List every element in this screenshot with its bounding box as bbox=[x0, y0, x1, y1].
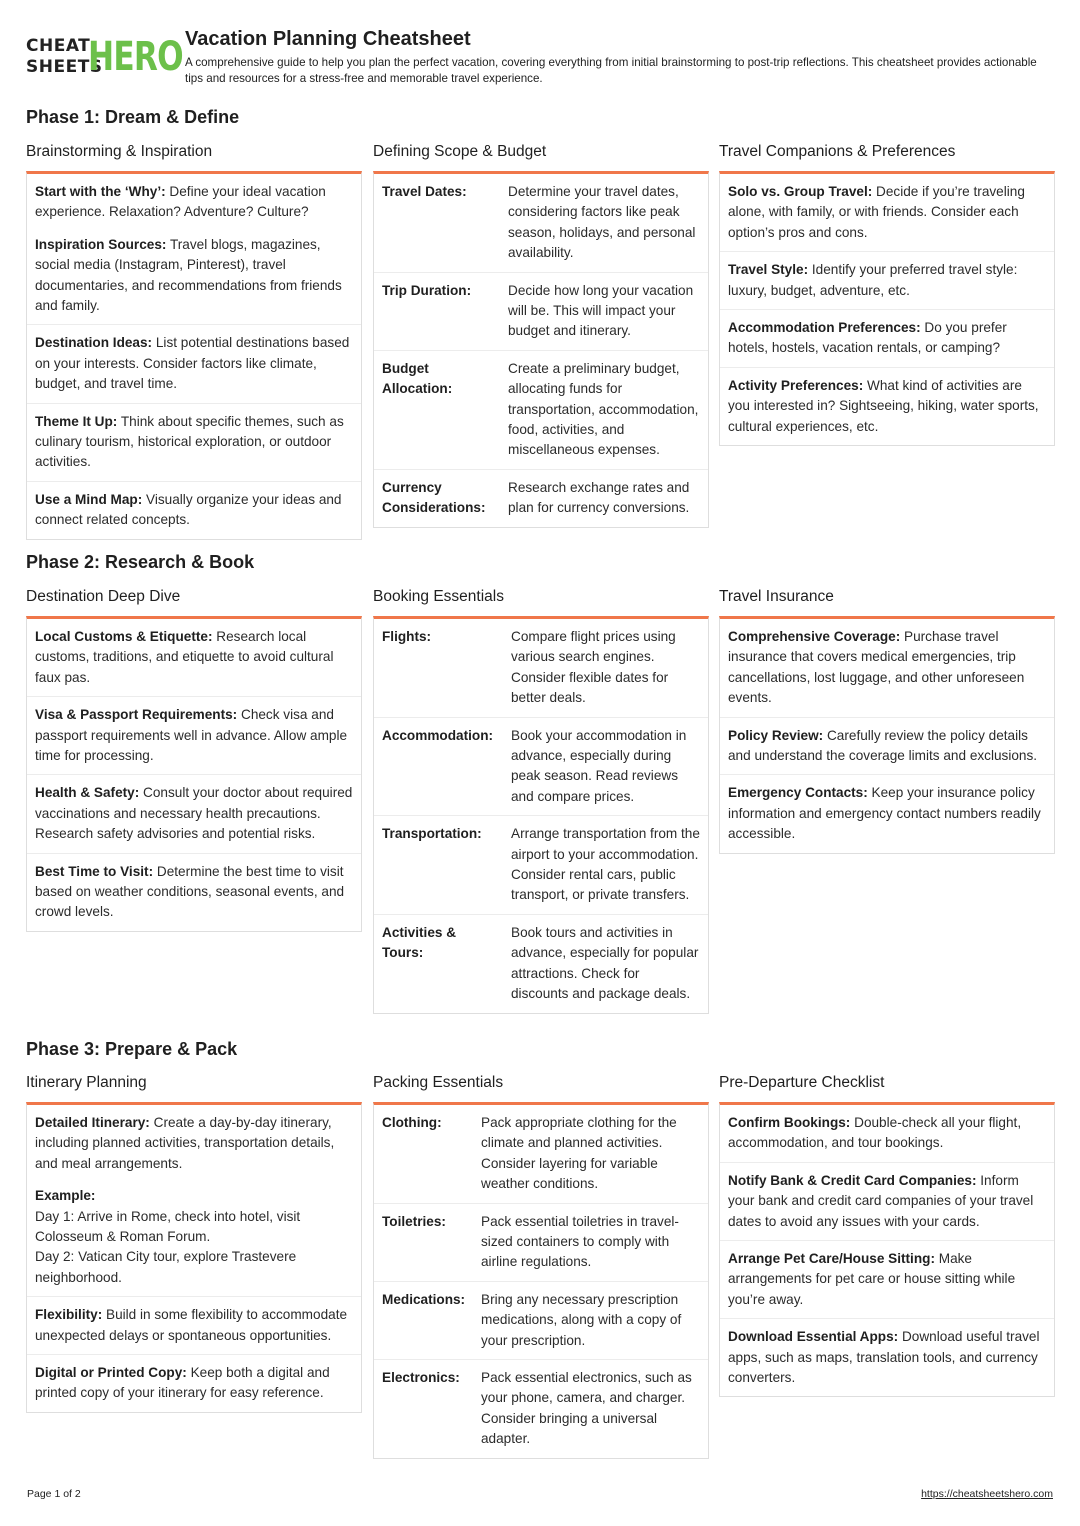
table-row bbox=[374, 815, 708, 914]
page-subtitle: A comprehensive guide to help you plan the perfect vacation, covering everything from initial brainstorming to post-trip reflections. This cheatsheet provides actionable tips and resources for a stress-free and memorable travel experience. bbox=[185, 56, 1037, 85]
table-row bbox=[374, 1359, 708, 1458]
list-item bbox=[27, 1296, 361, 1354]
list-item bbox=[27, 1105, 361, 1296]
item-key: Accommodation Preferences: bbox=[728, 320, 921, 336]
row-key: Electronics: bbox=[382, 1370, 460, 1386]
item-key: Comprehensive Coverage: bbox=[728, 629, 901, 644]
item-text: List potential destinations based on your interests. Consider factors like climate, budget, and travel time. bbox=[35, 335, 350, 392]
row-value: Determine your travel dates, considering factors like peak season, holidays, and personal availability. bbox=[508, 184, 696, 261]
list-item bbox=[720, 367, 1054, 445]
list-item bbox=[27, 619, 361, 696]
list-item bbox=[720, 174, 1054, 251]
row-key: Medications: bbox=[382, 1291, 466, 1307]
insurance-title: Travel Insurance bbox=[719, 588, 834, 605]
table-row bbox=[374, 914, 708, 1013]
item-key: Visa & Passport Requirements: bbox=[35, 707, 238, 723]
item-text: Make arrangements for pet care or house sitting while you’re away. bbox=[728, 1251, 1016, 1307]
phase2-title: Phase 2: Research & Book bbox=[26, 552, 255, 572]
item-text: Visually organize your ideas and connect related concepts. bbox=[35, 491, 342, 528]
item-key: Arrange Pet Care/House Sitting: bbox=[728, 1251, 935, 1267]
item-text: Build in some flexibility to accommodate unexpected delays or spontaneous opportunities. bbox=[35, 1307, 348, 1343]
list-item bbox=[720, 1162, 1054, 1240]
booking-title: Booking Essentials bbox=[373, 588, 504, 605]
list-item bbox=[720, 774, 1054, 852]
example-label: Example: bbox=[35, 1188, 96, 1204]
cheatsheetshero-logo[interactable] bbox=[26, 34, 183, 80]
list-item bbox=[27, 1354, 361, 1412]
row-key: Transportation: bbox=[382, 826, 482, 842]
item-text: Think about specific themes, such as culinary tourism, historical exploration, or outdoor activities. bbox=[35, 413, 344, 470]
item-key: Health & Safety: bbox=[35, 785, 140, 801]
list-item bbox=[720, 309, 1054, 367]
item-text: Decide if you’re traveling alone, with family, or with friends. Consider each option’s pros and cons. bbox=[728, 184, 1025, 240]
itinerary-card bbox=[26, 1102, 362, 1413]
list-item bbox=[27, 481, 361, 539]
row-key: Toiletries: bbox=[382, 1213, 446, 1229]
item-key: Theme It Up: bbox=[35, 413, 118, 429]
item-key: Start with the ‘Why’: bbox=[35, 184, 166, 199]
item-text: What kind of activities are you interested in? Sightseeing, hiking, water sports, cultural experiences, etc. bbox=[728, 377, 1039, 434]
insurance-card bbox=[719, 616, 1055, 854]
item-key: Destination Ideas: bbox=[35, 335, 153, 351]
list-item bbox=[27, 774, 361, 852]
logo-line2: SHEETS bbox=[26, 57, 103, 77]
companions-title: Travel Companions & Preferences bbox=[719, 143, 956, 160]
table-row bbox=[374, 619, 708, 717]
table-row bbox=[374, 1105, 708, 1203]
destination-title: Destination Deep Dive bbox=[26, 588, 181, 605]
table-row bbox=[374, 717, 708, 816]
item-text: Consult your doctor about required vaccinations and necessary health precautions. Research safety advisories and potential risks. bbox=[35, 785, 353, 842]
list-item bbox=[720, 717, 1054, 775]
row-value: Book your accommodation in advance, especially during peak season. Read reviews and compare prices. bbox=[511, 727, 687, 804]
list-item bbox=[27, 696, 361, 774]
table-row bbox=[374, 1281, 708, 1359]
item-text: Check visa and passport requirements well in advance. Allow ample time for processing. bbox=[35, 707, 348, 764]
item-key: Activity Preferences: bbox=[728, 377, 864, 393]
packing-card bbox=[373, 1102, 709, 1459]
brainstorm-title: Brainstorming & Inspiration bbox=[26, 143, 213, 160]
checklist-card bbox=[719, 1102, 1055, 1397]
item-text: Determine the best time to visit based on weather conditions, seasonal events, and crowd levels. bbox=[35, 863, 345, 920]
list-item bbox=[27, 174, 361, 324]
row-value: Compare flight prices using various search engines. Consider flexible dates for better deals. bbox=[511, 629, 676, 706]
item-text: Create a day-by-day itinerary, including planned activities, transportation details, and meal arrangements. bbox=[35, 1115, 335, 1171]
item-key: Policy Review: bbox=[728, 727, 824, 743]
row-value: Book tours and activities in advance, especially for popular attractions. Check for discounts and package deals. bbox=[511, 924, 699, 1002]
destination-card bbox=[26, 616, 362, 932]
item-key: Local Customs & Etiquette: bbox=[35, 629, 213, 644]
scope-card bbox=[373, 171, 709, 528]
item-key: Confirm Bookings: bbox=[728, 1115, 851, 1130]
item-text: Purchase travel insurance that covers medical emergencies, trip cancellations, lost luggage, and other unforeseen events. bbox=[728, 629, 1025, 706]
row-key: Currency Considerations: bbox=[382, 479, 486, 516]
item-key: Digital or Printed Copy: bbox=[35, 1365, 187, 1381]
checklist-title: Pre-Departure Checklist bbox=[719, 1074, 885, 1091]
row-key: Budget Allocation: bbox=[382, 360, 453, 397]
list-item bbox=[27, 324, 361, 402]
item-key: Travel Style: bbox=[728, 262, 809, 278]
item-key: Emergency Contacts: bbox=[728, 785, 868, 801]
page-header bbox=[26, 28, 1056, 88]
item-key: Detailed Itinerary: bbox=[35, 1115, 150, 1130]
item-key: Inspiration Sources: bbox=[35, 236, 167, 252]
row-value: Decide how long your vacation will be. This will impact your budget and itinerary. bbox=[508, 282, 694, 339]
item-key: Notify Bank & Credit Card Companies: bbox=[728, 1172, 977, 1188]
item-text: Keep your insurance policy information and emergency contact numbers readily accessible. bbox=[728, 785, 1041, 842]
table-row bbox=[374, 174, 708, 272]
row-value: Bring any necessary prescription medications, along with a copy of your prescription. bbox=[481, 1291, 682, 1348]
row-value: Research exchange rates and plan for currency conversions. bbox=[508, 479, 690, 516]
item-text: Identify your preferred travel style: luxury, budget, adventure, etc. bbox=[728, 262, 1018, 298]
item-text: Research local customs, traditions, and etiquette to avoid cultural faux pas. bbox=[35, 629, 334, 685]
item-key: Best Time to Visit: bbox=[35, 863, 154, 879]
example-day2: Day 2: Vatican City tour, explore Trastevere neighborhood. bbox=[35, 1249, 297, 1285]
phase1-title: Phase 1: Dream & Define bbox=[26, 107, 240, 127]
table-row bbox=[374, 350, 708, 469]
item-text: Download useful travel apps, such as maps, translation tools, and currency converters. bbox=[728, 1329, 1040, 1386]
companions-card bbox=[719, 171, 1055, 446]
list-item bbox=[27, 853, 361, 931]
table-row bbox=[374, 1203, 708, 1281]
brainstorm-card bbox=[26, 171, 362, 540]
logo-line1: CHEAT bbox=[26, 36, 91, 56]
example-day1: Day 1: Arrive in Rome, check into hotel, visit Colosseum & Roman Forum. bbox=[35, 1208, 301, 1245]
item-text: Inform your bank and credit card companies of your travel dates to avoid any issues with your cards. bbox=[728, 1172, 1034, 1229]
item-text: Define your ideal vacation experience. Relaxation? Adventure? Culture? bbox=[35, 184, 326, 220]
list-item bbox=[720, 1240, 1054, 1318]
list-item bbox=[27, 403, 361, 481]
row-key: Travel Dates: bbox=[382, 184, 467, 199]
row-key: Accommodation: bbox=[382, 727, 494, 743]
row-value: Pack appropriate clothing for the climate and planned activities. Consider layering for variable weather conditions. bbox=[481, 1115, 677, 1192]
row-value: Arrange transportation from the airport to your accommodation. Consider rental cars, public transport, or private transfers. bbox=[511, 826, 700, 903]
list-item bbox=[720, 1318, 1054, 1396]
logo-brand: HERO bbox=[88, 34, 183, 80]
table-row bbox=[374, 469, 708, 527]
row-value: Pack essential electronics, such as your phone, camera, and charger. Consider bringing a universal adapter. bbox=[481, 1370, 692, 1447]
item-key: Solo vs. Group Travel: bbox=[728, 184, 873, 199]
item-text: Keep both a digital and printed copy of your itinerary for easy reference. bbox=[35, 1365, 330, 1401]
row-key: Clothing: bbox=[382, 1115, 442, 1130]
list-item bbox=[720, 619, 1054, 717]
item-key: Use a Mind Map: bbox=[35, 491, 143, 507]
row-key: Trip Duration: bbox=[382, 282, 472, 298]
phase3-title: Phase 3: Prepare & Pack bbox=[26, 1039, 238, 1059]
row-value: Create a preliminary budget, allocating funds for transportation, accommodation, food, activities, and miscellaneous expenses. bbox=[508, 360, 699, 458]
item-key: Flexibility: bbox=[35, 1307, 103, 1323]
item-key: Download Essential Apps: bbox=[728, 1329, 899, 1345]
row-key: Activities & Tours: bbox=[382, 924, 457, 961]
page-number: Page 1 of 2 bbox=[27, 1488, 81, 1500]
item-text: Double-check all your flight, accommodation, and tour bookings. bbox=[728, 1115, 1022, 1151]
item-text: Travel blogs, magazines, social media (Instagram, Pinterest), travel documentaries, and recommendations from friends and family. bbox=[35, 236, 342, 314]
scope-title: Defining Scope & Budget bbox=[373, 143, 547, 160]
site-link[interactable]: https://cheatsheetshero.com bbox=[921, 1488, 1053, 1500]
item-text: Carefully review the policy details and understand the coverage limits and exclusions. bbox=[728, 727, 1038, 764]
row-value: Pack essential toiletries in travel-sized containers to comply with airline regulations. bbox=[481, 1213, 679, 1270]
list-item bbox=[720, 1105, 1054, 1162]
row-key: Flights: bbox=[382, 629, 432, 644]
table-row bbox=[374, 272, 708, 350]
list-item bbox=[720, 251, 1054, 309]
item-text: Do you prefer hotels, hostels, vacation rentals, or camping? bbox=[728, 320, 1007, 356]
itinerary-title: Itinerary Planning bbox=[26, 1074, 147, 1091]
page-title: Vacation Planning Cheatsheet bbox=[185, 28, 471, 50]
packing-title: Packing Essentials bbox=[373, 1074, 504, 1091]
booking-card bbox=[373, 616, 709, 1014]
